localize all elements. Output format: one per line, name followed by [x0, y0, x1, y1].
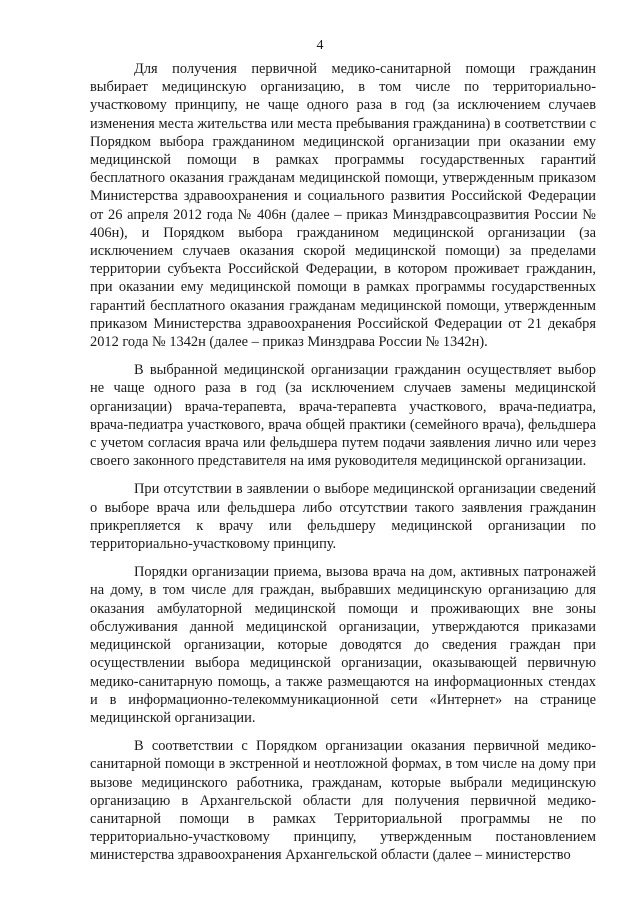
body-text: [90, 60, 596, 875]
paragraph: Для получения первичной медико-санитарной помощи гражданин выбирает медицинскую организацию, в том числе по территориально-участковому принципу, не чаще одного раза в год (за исключением случаев изменения места жительства или места пребывания гражданина) в соответствии с Порядком выбора гражданином медицинской организации при оказании ему медицинской помощи в рамках программы государственных гарантий бесплатного оказания гражданам медицинской помощи, утвержденным приказом Министерства здравоохранения и социального развития Российской Федерации от 26 апреля 2012 года № 406н (далее – приказ Минздравсоцразвития России № 406н), и Порядком выбора гражданином медицинской организации (за исключением случаев оказания скорой медицинской помощи) за пределами территории субъекта Российской Федерации, в котором проживает гражданин, при оказании ему медицинской помощи в рамках программы государственных гарантий бесплатного оказания гражданам медицинской помощи, утвержденным приказом Министерства здравоохранения Российской Федерации от 21 декабря 2012 года № 1342н (далее – приказ Минздрава России № 1342н).: [90, 61, 596, 351]
paragraph: Порядки организации приема, вызова врача на дом, активных патронажей на дому, в том числе для граждан, выбравших медицинскую организацию для оказания амбулаторной медицинской помощи и проживающих вне зоны обслуживания данной медицинской организации, утверждаются приказами медицинской организации, которые доводятся до сведения граждан при осуществлении выбора медицинской организации, оказывающей первичную медико-санитарную помощь, а также размещаются на информационных стендах и в информационно-телекоммуникационной сети «Интернет» на странице медицинской организации.: [90, 564, 596, 726]
paragraph: При отсутствии в заявлении о выборе медицинской организации сведений о выборе врача или фельдшера либо отсутствии такого заявления гражданин прикрепляется к врачу или фельдшеру медицинской организации по территориально-участковому принципу.: [90, 481, 596, 553]
page-number: 4: [316, 38, 324, 53]
paragraph: В выбранной медицинской организации гражданин осуществляет выбор не чаще одного раза в год (за исключением случаев замены медицинской организации) врача-терапевта, врача-терапевта участкового, врача-педиатра, врача-педиатра участкового, врача общей практики (семейного врача), фельдшера с учетом согласия врача или фельдшера путем подачи заявления лично или через своего законного представителя на имя руководителя медицинской организации.: [90, 362, 596, 470]
paragraph: В соответствии с Порядком организации оказания первичной медико-санитарной помощи в экстренной и неотложной формах, в том числе на дому при вызове медицинского работника, гражданам, которые выбрали медицинскую организацию в Архангельской области для получения первичной медико-санитарной помощи в рамках Территориальной программы не по территориально-участковому принципу, утвержденным постановлением министерства здравоохранения Архангельской области (далее – министерство: [90, 738, 596, 864]
